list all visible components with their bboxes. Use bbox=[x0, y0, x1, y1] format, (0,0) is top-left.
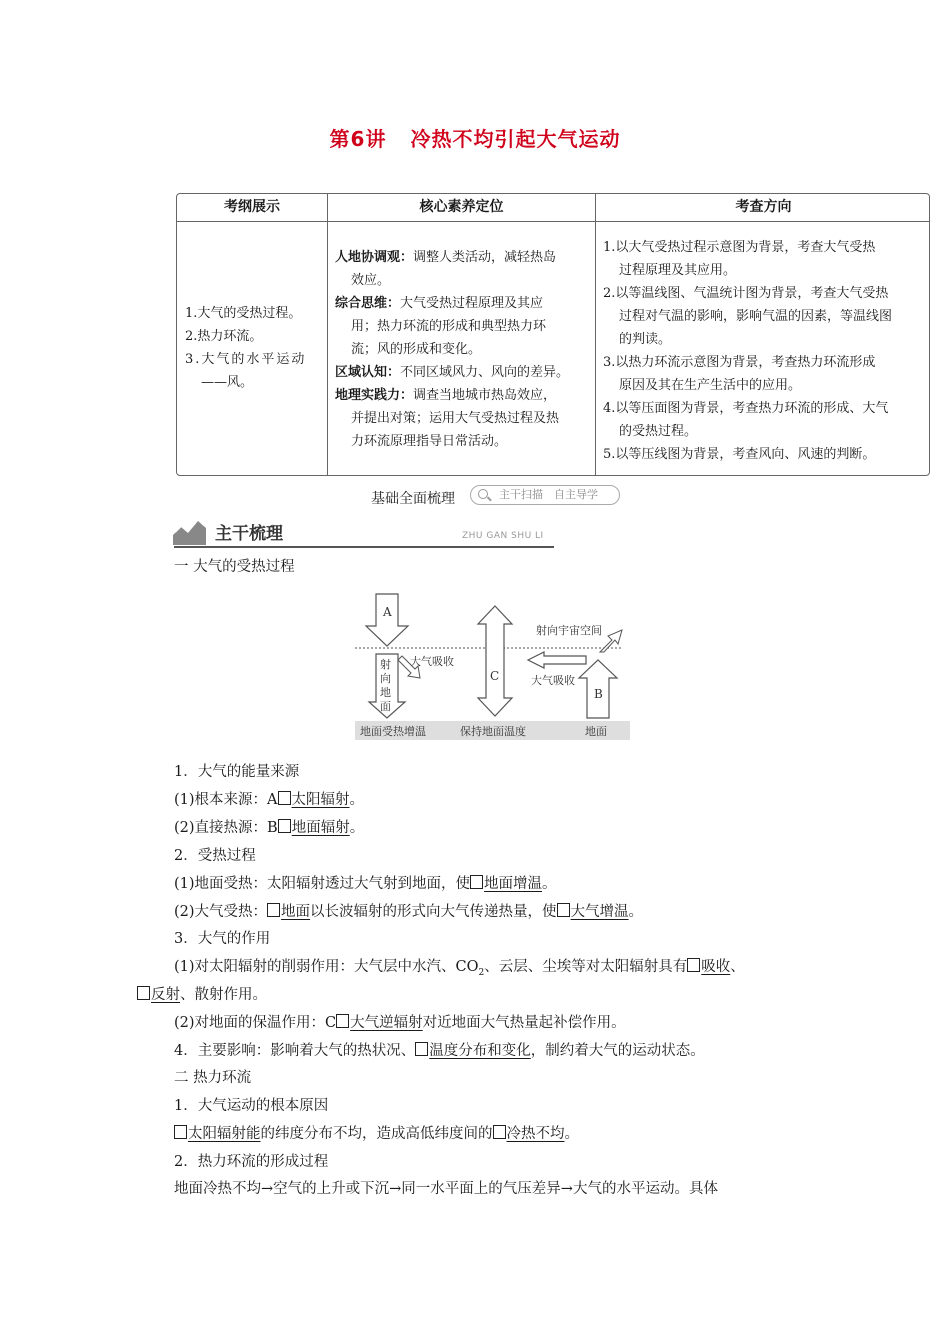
table-header-direction: 考查方向 bbox=[596, 194, 930, 222]
item-formation-detail: 地面冷热不均→空气的上升或下沉→同一水平面上的气压差异→大气的水平运动。具体 bbox=[174, 1181, 718, 1197]
item-main-influence: 4．主要影响：影响着大气的热状况、 温度分布和变化，制约着大气的运动状态。 bbox=[174, 1043, 705, 1059]
blank-box bbox=[687, 958, 700, 972]
item-weakening: (1)对太阳辐射的削弱作用：大气层中水汽、$CO_2$、云层、尘埃等对太阳辐射具有 吸收、 bbox=[174, 959, 745, 978]
label-to-ground: 地 bbox=[380, 686, 391, 699]
item-direct-source: (2)直接热源：B 地面辐射。 bbox=[174, 820, 365, 836]
blank-box bbox=[415, 1042, 428, 1056]
guide-badge: 主干扫描 自主导学 bbox=[470, 485, 620, 505]
literacy-label: 人地协调观： bbox=[335, 250, 414, 265]
label-ground: 地面 bbox=[585, 725, 607, 738]
blank-box bbox=[137, 986, 150, 1000]
item-formation-process: 2．热力环流的形成过程 bbox=[174, 1154, 329, 1170]
item-energy-source: 1．大气的能量来源 bbox=[174, 764, 300, 780]
literacy-label: 地理实践力： bbox=[335, 388, 414, 403]
label-b: B bbox=[594, 687, 603, 701]
item-heating-process: 2．受热过程 bbox=[174, 848, 256, 864]
item-insulation: (2)对地面的保温作用：C 大气逆辐射对近地面大气热量起补偿作用。 bbox=[174, 1015, 626, 1031]
item-weakening-cont: 反射、散射作用。 bbox=[137, 983, 267, 1004]
label-to-ground: 射 bbox=[380, 658, 391, 671]
blank-box bbox=[470, 875, 483, 889]
syllabus-item: 2.热力环流。 bbox=[185, 329, 263, 344]
blank-box bbox=[493, 1125, 506, 1139]
syllabus-item: 3.大气的水平运动 bbox=[185, 352, 307, 367]
label-to-space: 射向宇宙空间 bbox=[536, 624, 602, 637]
literacy-label: 区域认知： bbox=[335, 365, 401, 380]
table-header-syllabus: 考纲展示 bbox=[177, 194, 327, 222]
item-root-cause: 1．大气运动的根本原因 bbox=[174, 1098, 329, 1114]
syllabus-table bbox=[176, 193, 930, 476]
heading-heating-process: 一 大气的受热过程 bbox=[174, 559, 295, 575]
magnifier-icon bbox=[478, 489, 488, 499]
item-root-source: (1)根本来源：A 太阳辐射。 bbox=[174, 792, 365, 808]
blank-box bbox=[267, 903, 280, 917]
section-title: 主干梳理 bbox=[215, 524, 283, 544]
label-absorb-1: 大气吸收 bbox=[410, 655, 454, 668]
trend-chart-icon bbox=[173, 517, 209, 545]
table-header-literacy: 核心素养定位 bbox=[328, 194, 595, 222]
blank-box bbox=[336, 1014, 349, 1028]
item-ground-heating: (1)地面受热：太阳辐射透过大气射到地面，使 地面增温。 bbox=[174, 876, 557, 892]
section-divider bbox=[174, 546, 554, 548]
item-atmosphere-heating: (2)大气受热： 地面以长波辐射的形式向大气传递热量，使 大气增温。 bbox=[174, 904, 644, 920]
blank-box bbox=[278, 791, 291, 805]
syllabus-item: ——风。 bbox=[201, 375, 254, 390]
absorb-arrow-horizontal bbox=[528, 652, 586, 668]
label-a: A bbox=[383, 605, 392, 619]
syllabus-item: 1.大气的受热过程。 bbox=[185, 306, 302, 321]
solar-radiation-arrow bbox=[366, 594, 408, 646]
section-pinyin: ZHU GAN SHU LI bbox=[462, 531, 544, 541]
direction-cell: 1.以大气受热过程示意图为背景，考查大气受热 过程原理及其应用。 2.以等温线图、气温统计图为背景，考查大气受热 过程对气温的影响，影响气温的因素，等温线图 的判读。 3.以热力环流示意图为背景，考查热力环流形成 原因及其在生产生活中的应用。 4.以等压面图为背景，考查热力环流的形成、大气 的受热过程。 5.以等压线图为背景，考查风向、风速的判断。 bbox=[603, 240, 893, 462]
heading-thermal-circulation: 二 热力环流 bbox=[174, 1070, 252, 1086]
to-space-arrow bbox=[600, 630, 622, 652]
literacy-cell: 人地协调观：调整人类活动，减轻热岛 效应。 综合思维：大气受热过程原理及其应 用；热力环流的形成和典型热力环 流；风的形成和变化。 区域认知：不同区域风力、风向的差异。 地理实践力：调查当地城市热岛效应， 并提出对策；运用大气受热过程及热 力环流原理指导日常活动。 bbox=[335, 250, 570, 449]
literacy-label: 综合思维： bbox=[335, 296, 401, 311]
syllabus-cell bbox=[185, 302, 325, 394]
label-c: C bbox=[490, 669, 500, 683]
label-to-ground: 向 bbox=[380, 672, 391, 685]
label-absorb-2: 大气吸收 bbox=[531, 674, 575, 687]
label-to-ground: 面 bbox=[380, 700, 391, 713]
item-root-cause-detail: 太阳辐射能的纬度分布不均，造成高低纬度间的 冷热不均。 bbox=[174, 1122, 579, 1143]
blank-box bbox=[557, 903, 570, 917]
page-title: 第6讲 冷热不均引起大气运动 bbox=[329, 127, 621, 151]
counter-radiation-arrow bbox=[478, 606, 512, 716]
blank-box bbox=[174, 1125, 187, 1139]
item-atmosphere-role: 3．大气的作用 bbox=[174, 931, 271, 947]
label-keep-temperature: 保持地面温度 bbox=[460, 725, 526, 738]
blank-box bbox=[278, 819, 291, 833]
heating-process-diagram bbox=[350, 590, 640, 745]
subsection-title: 基础全面梳理 bbox=[371, 491, 455, 507]
label-ground-heating: 地面受热增温 bbox=[360, 725, 426, 738]
